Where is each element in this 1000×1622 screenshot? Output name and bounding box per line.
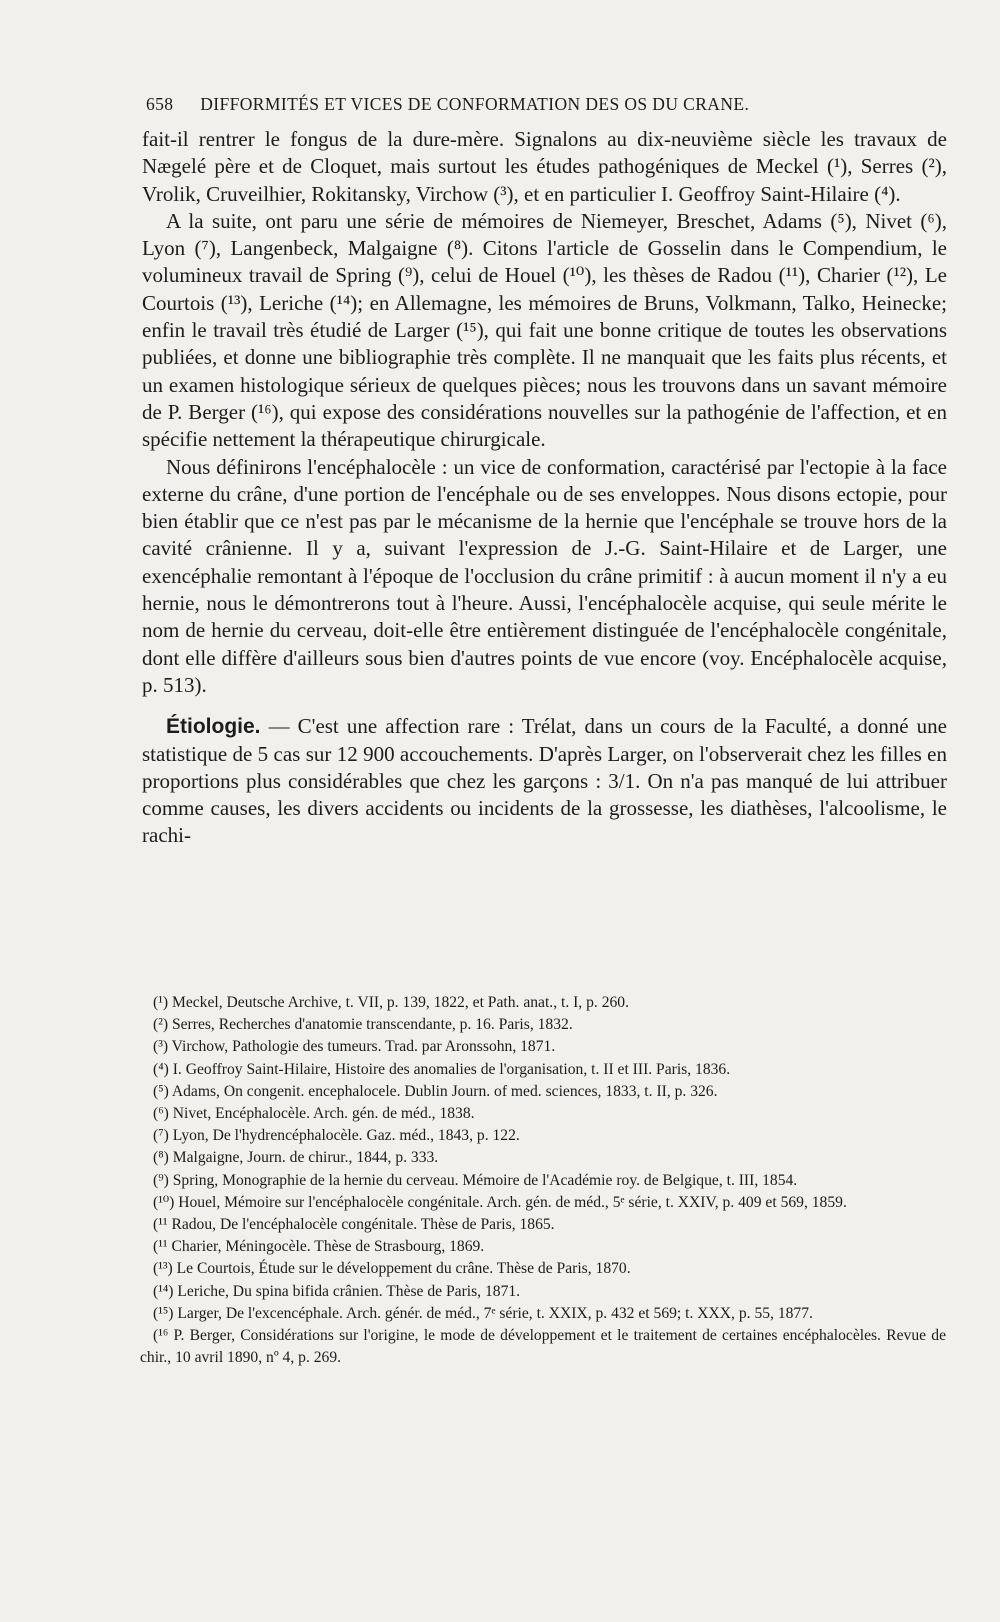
footnote-8: (⁸) Malgaigne, Journ. de chirur., 1844, p. 333. <box>153 1149 439 1167</box>
page-number: 658 <box>146 94 174 114</box>
footnote-7: (⁷) Lyon, De l'hydrencéphalocèle. Gaz. méd., 1843, p. 122. <box>153 1127 520 1145</box>
paragraph-etiologie <box>142 713 947 849</box>
footnote-15: (¹⁵) Larger, De l'excencéphale. Arch. génér. de méd., 7ᵉ série, t. XXIX, p. 432 et 569; t. XXX, p. 55, 1877. <box>153 1304 813 1322</box>
footnote-9: (⁹) Spring, Monographie de la hernie du cerveau. Mémoire de l'Académie roy. de Belgique, t. III, 1854. <box>153 1171 798 1189</box>
footnote-1: (¹) Meckel, Deutsche Archive, t. VII, p. 139, 1822, et Path. anat., t. I, p. 260. <box>153 994 629 1011</box>
footnote-16: (¹⁶ P. Berger, Considérations sur l'origine, le mode de développement et le traitement de certaines encéphalocèles. Revue de chir., 10 avril 1890, nº 4, p. 269. <box>140 1327 946 1367</box>
footnote-2: (²) Serres, Recherches d'anatomie transcendante, p. 16. Paris, 1832. <box>153 1016 573 1034</box>
footnotes <box>140 992 946 1369</box>
paragraph-3: Nous définirons l'encéphalocèle : un vice de conformation, caractérisé par l'ectopie à la face externe du crâne, d'une portion de l'encéphale ou de ses enveloppes. Nous disons ectopie, pour bien établir que ce n'est pas par le mécanisme de la hernie que l'encéphale se trouve hors de la cavité crânienne. Il y a, suivant l'expression de J.-G. Saint-Hilaire et de Larger, une exencéphalie remontant à l'époque de l'occlusion du crâne primitif : à aucun moment il n'y a eu hernie, nous le démontrerons tout à l'heure. Aussi, l'encéphalocèle acquise, qui seule mérite le nom de hernie du cerveau, doit-elle être entièrement distinguée de l'encéphalocèle congénitale, dont elle diffère d'ailleurs sous bien d'autres points de vue encore (voy. Encéphalocèle acquise, p. 513). <box>142 454 947 697</box>
footnote-5: (⁵) Adams, On congenit. encephalocele. Dublin Journ. of med. sciences, 1833, t. II, p. 326. <box>153 1082 718 1100</box>
paragraph-4: — C'est une affection rare : Trélat, dans un cours de la Faculté, a donné une statistique de 5 cas sur 12 900 accouchements. D'après Larger, on l'observerait chez les filles en proportions plus considérables que chez les garçons : 3/1. On n'a pas manqué de lui attribuer comme causes, les divers accidents ou incidents de la grossesse, les diathèses, l'alcoolisme, le rachi- <box>142 714 947 848</box>
footnote-11: (¹¹ Radou, De l'encéphalocèle congénitale. Thèse de Paris, 1865. <box>153 1216 555 1234</box>
main-text <box>142 126 947 850</box>
footnote-14: (¹⁴) Leriche, Du spina bifida crânien. Thèse de Paris, 1871. <box>153 1282 521 1300</box>
footnote-12: (¹¹ Charier, Méningocèle. Thèse de Strasbourg, 1869. <box>153 1238 485 1256</box>
paragraph-1: fait-il rentrer le fongus de la dure-mère. Signalons au dix-neuvième siècle les travaux de Nægelé père et de Cloquet, mais surtout les études pathogéniques de Meckel (¹), Serres (²), Vrolik, Cruveilhier, Rokitansky, Virchow (³), et en particulier I. Geoffroy Saint-Hilaire (⁴). <box>142 127 947 206</box>
footnote-13: (¹³) Le Courtois, Étude sur le développement du crâne. Thèse de Paris, 1870. <box>153 1260 631 1278</box>
section-heading: Étiologie. <box>166 715 261 739</box>
footnote-10: (¹⁰) Houel, Mémoire sur l'encéphalocèle congénitale. Arch. gén. de méd., 5ᵉ série, t. XXIV, p. 409 et 569, 1859. <box>153 1193 847 1211</box>
paragraph-2: A la suite, ont paru une série de mémoires de Niemeyer, Breschet, Adams (⁵), Nivet (⁶), Lyon (⁷), Langenbeck, Malgaigne (⁸). Citons l'article de Gosselin dans le Compendium, le volumineux travail de Spring (⁹), celui de Houel (¹⁰), les thèses de Radou (¹¹), Charier (¹²), Le Courtois (¹³), Leriche (¹⁴); en Allemagne, les mémoires de Bruns, Volkmann, Talko, Heinecke; enfin le travail très étudié de Larger (¹⁵), qui fait une bonne critique de toutes les observations publiées, et donne une bibliographie très complète. Il ne manquait que les faits plus récents, et un examen histologique sérieux de quelques pièces; nous les trouvons dans un savant mémoire de P. Berger (¹⁶), qui expose des considérations nouvelles sur la pathogénie de l'affection, et en spécifie nettement la thérapeutique chirurgicale. <box>142 208 947 452</box>
footnote-3: (³) Virchow, Pathologie des tumeurs. Trad. par Aronssohn, 1871. <box>153 1038 556 1056</box>
running-title: DIFFORMITÉS ET VICES DE CONFORMATION DES OS DU CRANE. <box>200 94 750 114</box>
running-header <box>146 94 876 115</box>
footnote-6: (⁶) Nivet, Encéphalocèle. Arch. gén. de méd., 1838. <box>153 1105 475 1123</box>
footnote-4: (⁴) I. Geoffroy Saint-Hilaire, Histoire des anomalies de l'organisation, t. II et III. Paris, 1836. <box>153 1060 731 1078</box>
